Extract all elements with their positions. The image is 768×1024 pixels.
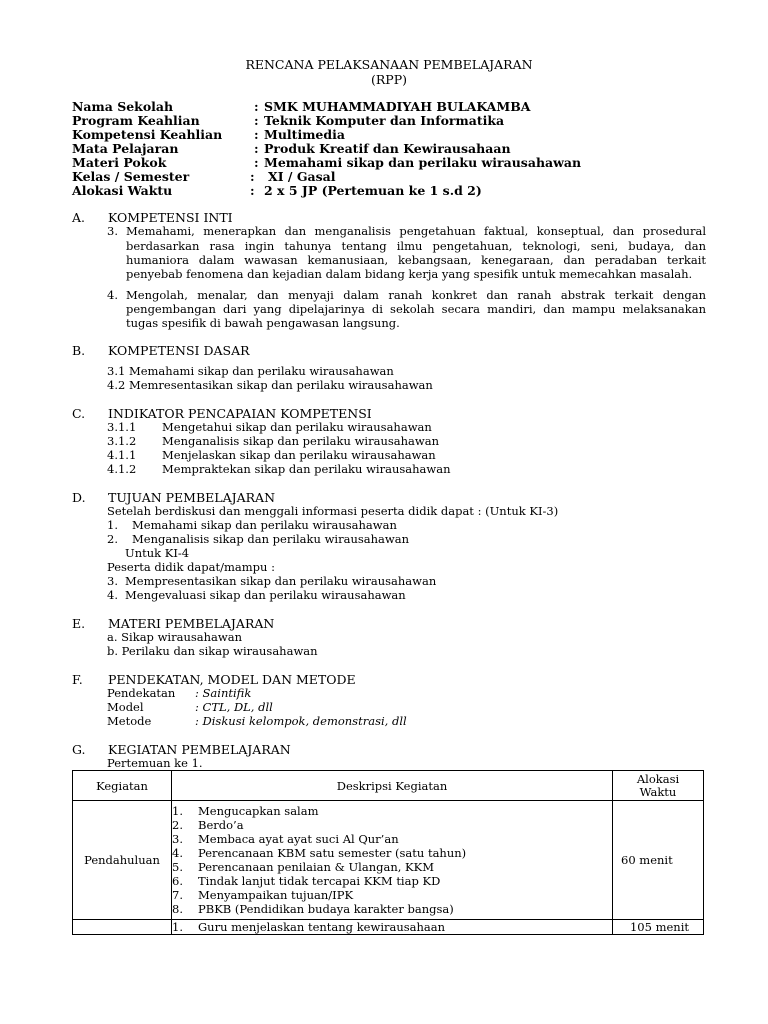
identity-key: Kompetensi Keahlian — [72, 127, 223, 142]
header-kegiatan: Kegiatan — [73, 771, 172, 801]
section-label: G. — [72, 742, 86, 757]
section-label: C. — [72, 406, 86, 421]
method-key: Metode — [107, 714, 152, 728]
identity-colon: : — [254, 127, 259, 142]
section-label: A. — [72, 210, 86, 225]
identity-key: Materi Pokok — [72, 155, 167, 170]
section-title: KEGIATAN PEMBELAJARAN — [108, 742, 291, 757]
tujuan-text: Mengevaluasi sikap dan perilaku wirausahawan — [125, 588, 406, 602]
identity-colon: : — [250, 183, 255, 198]
materi-item: a. Sikap wirausahawan — [107, 630, 242, 644]
tujuan-ki4-label: Untuk KI-4 — [125, 546, 190, 560]
tujuan-ki4-intro: Peserta didik dapat/mampu : — [107, 560, 275, 574]
cell-deskripsi — [172, 801, 613, 920]
table-row — [73, 920, 704, 935]
list-item — [172, 920, 612, 934]
identity-colon: : — [254, 99, 259, 114]
indicator-number: 3.1.1 — [107, 420, 137, 434]
activity-table — [72, 770, 704, 935]
identity-value: Multimedia — [264, 127, 345, 142]
item-text: Berdo’a — [198, 818, 244, 832]
item-text: Tindak lanjut tidak tercapai KKM tiap KD — [198, 874, 441, 888]
item-number: 2. — [172, 818, 183, 832]
identity-key: Mata Pelajaran — [72, 141, 179, 156]
item-text: Guru menjelaskan tentang kewirausahaan — [198, 920, 446, 934]
list-item — [172, 888, 612, 902]
tujuan-intro: Setelah berdiskusi dan menggali informasi peserta didik dapat : (Untuk KI-3) — [107, 504, 559, 518]
identity-value: SMK MUHAMMADIYAH BULAKAMBA — [264, 99, 531, 114]
document-title: RENCANA PELAKSANAAN PEMBELAJARAN — [245, 57, 533, 72]
identity-colon: : — [254, 155, 259, 170]
indicator-number: 3.1.2 — [107, 434, 137, 448]
method-key: Pendekatan — [107, 686, 176, 700]
ki3-line: humaniora dalam wawasan kemanusiaan, kebangsaan, kenegaraan, dan peradaban terkait — [126, 253, 706, 267]
materi-item: b. Perilaku dan sikap wirausahawan — [107, 644, 318, 658]
indicator-number: 4.1.1 — [107, 448, 137, 462]
tujuan-text: Memahami sikap dan perilaku wirausahawan — [132, 518, 397, 532]
identity-value: Produk Kreatif dan Kewirausahaan — [264, 141, 511, 156]
cell-kegiatan — [73, 920, 172, 935]
indicator-text: Menjelaskan sikap dan perilaku wirausahawan — [162, 448, 436, 462]
tujuan-text: Mempresentasikan sikap dan perilaku wirausahawan — [125, 574, 437, 588]
identity-value: 2 x 5 JP (Pertemuan ke 1 s.d 2) — [264, 183, 482, 198]
cell-kegiatan: Pendahuluan — [73, 801, 172, 920]
indicator-number: 4.1.2 — [107, 462, 137, 476]
header-alokasi-line1: Alokasi — [636, 771, 680, 786]
kd-item: 3.1 Memahami sikap dan perilaku wirausahawan — [107, 364, 394, 378]
method-value: : CTL, DL, dll — [195, 700, 273, 714]
ki3-line: berdasarkan rasa ingin tahunya tentang ilmu pengetahuan, teknologi, seni, budaya, dan — [126, 239, 706, 253]
item-number: 5. — [172, 860, 183, 874]
indicator-text: Mempraktekan sikap dan perilaku wirausahawan — [162, 462, 451, 476]
tujuan-number: 4. — [107, 588, 118, 602]
identity-value: Memahami sikap dan perilaku wirausahawan — [264, 155, 582, 170]
identity-value: XI / Gasal — [268, 169, 336, 184]
ki4-line: Mengolah, menalar, dan menyaji dalam ranah konkret dan ranah abstrak terkait dengan — [126, 288, 706, 302]
indicator-text: Mengetahui sikap dan perilaku wirausahawan — [162, 420, 432, 434]
ki3-number: 3. — [107, 224, 118, 238]
item-text: Mengucapkan salam — [198, 804, 319, 818]
tujuan-number: 1. — [107, 518, 118, 532]
section-title: KOMPETENSI DASAR — [108, 343, 250, 358]
identity-key: Nama Sekolah — [72, 99, 174, 114]
list-item — [172, 902, 612, 916]
header-alokasi-line2: Waktu — [639, 784, 677, 799]
table-row — [73, 801, 704, 920]
method-value: : Saintifik — [195, 686, 252, 700]
list-item — [172, 832, 612, 846]
list-item — [172, 818, 612, 832]
ki4-line: tugas spesifik di bawah pengawasan langsung. — [126, 316, 400, 330]
section-title: INDIKATOR PENCAPAIAN KOMPETENSI — [108, 406, 372, 421]
tujuan-number: 2. — [107, 532, 118, 546]
method-value: : Diskusi kelompok, demonstrasi, dll — [195, 714, 407, 728]
section-label: B. — [72, 343, 86, 358]
indicator-text: Menganalisis sikap dan perilaku wirausahawan — [162, 434, 439, 448]
item-number: 1. — [172, 804, 183, 818]
item-text: Membaca ayat ayat suci Al Qur’an — [198, 832, 399, 846]
item-number: 7. — [172, 888, 183, 902]
meeting-label: Pertemuan ke 1. — [107, 756, 203, 770]
item-number: 8. — [172, 902, 183, 916]
item-number: 3. — [172, 832, 183, 846]
ki4-number: 4. — [107, 288, 118, 302]
cell-waktu: 60 menit — [613, 801, 704, 920]
kd-item: 4.2 Memresentasikan sikap dan perilaku wirausahawan — [107, 378, 433, 392]
item-text: PBKB (Pendidikan budaya karakter bangsa) — [198, 902, 454, 916]
item-text: Menyampaikan tujuan/IPK — [198, 888, 354, 902]
identity-colon: : — [250, 169, 255, 184]
section-title: TUJUAN PEMBELAJARAN — [108, 490, 276, 505]
item-text: Perencanaan KBM satu semester (satu tahun) — [198, 846, 467, 860]
method-key: Model — [107, 700, 144, 714]
identity-colon: : — [254, 113, 259, 128]
identity-key: Program Keahlian — [72, 113, 200, 128]
section-label: F. — [72, 672, 83, 687]
ki3-line: penyebab fenomena dan kejadian dalam bidang kerja yang spesifik untuk memecahkan masalah. — [126, 267, 693, 281]
identity-key: Alokasi Waktu — [72, 183, 173, 198]
item-number: 1. — [172, 920, 183, 934]
identity-key: Kelas / Semester — [72, 169, 190, 184]
item-number: 6. — [172, 874, 183, 888]
list-item — [172, 804, 612, 818]
cell-waktu: 105 menit — [613, 920, 704, 935]
list-item — [172, 874, 612, 888]
identity-colon: : — [254, 141, 259, 156]
section-label: E. — [72, 616, 86, 631]
identity-value: Teknik Komputer dan Informatika — [264, 113, 505, 128]
list-item — [172, 846, 612, 860]
cell-deskripsi — [172, 920, 613, 935]
header-deskripsi: Deskripsi Kegiatan — [172, 771, 613, 801]
table-header-row — [73, 771, 704, 801]
section-title: MATERI PEMBELAJARAN — [108, 616, 275, 631]
ki3-line: Memahami, menerapkan dan menganalisis pengetahuan faktual, konseptual, dan prosedural — [126, 224, 706, 238]
activity-list — [172, 801, 612, 919]
list-item — [172, 860, 612, 874]
header-alokasi — [613, 771, 704, 801]
section-title: PENDEKATAN, MODEL DAN METODE — [108, 672, 356, 687]
tujuan-text: Menganalisis sikap dan perilaku wirausahawan — [132, 532, 409, 546]
item-number: 4. — [172, 846, 183, 860]
section-label: D. — [72, 490, 86, 505]
ki4-line: pengembangan dari yang dipelajarinya di sekolah secara mandiri, dan mampu melaksanakan — [126, 302, 706, 316]
section-title: KOMPETENSI INTI — [108, 210, 233, 225]
item-text: Perencanaan penilaian & Ulangan, KKM — [198, 860, 435, 874]
tujuan-number: 3. — [107, 574, 118, 588]
activity-list — [172, 920, 612, 934]
document-subtitle: (RPP) — [371, 72, 407, 87]
